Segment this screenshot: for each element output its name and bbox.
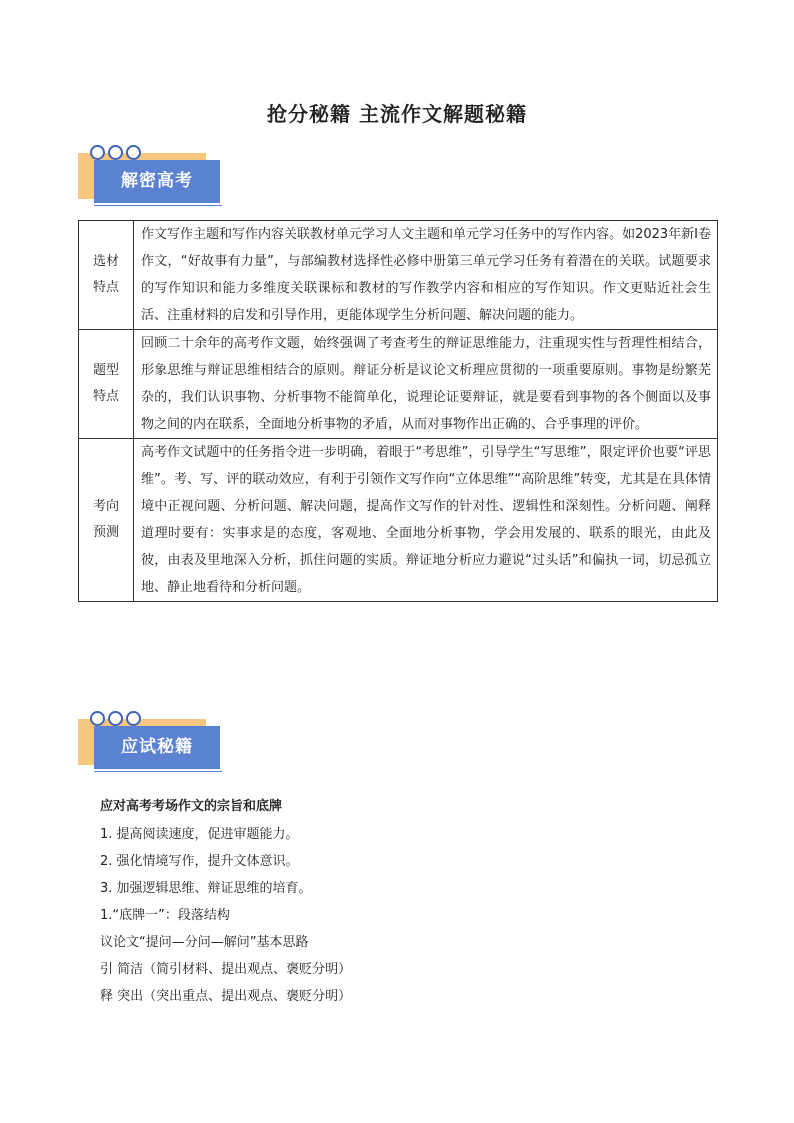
list-item: 引 简洁（简引材料、提出观点、褒贬分明） [100, 962, 352, 977]
binder-rings-icon [90, 145, 141, 159]
row-header: 选材 特点 [79, 221, 134, 330]
exam-analysis-table [78, 220, 718, 602]
binder-rings-icon [90, 711, 141, 725]
table-row [79, 221, 718, 330]
badge-underline [94, 205, 222, 206]
list-item: 1.“底牌一”：段落结构 [100, 908, 230, 923]
list-item: 3. 加强逻辑思维、辩证思维的培育。 [100, 881, 312, 896]
badge-underline [94, 771, 222, 772]
table-row [79, 330, 718, 439]
list-item: 释 突出（突出重点、提出观点、褒贬分明） [100, 989, 352, 1004]
list-item: 1. 提高阅读速度，促进审题能力。 [100, 827, 299, 842]
badge-label: 应试秘籍 [94, 726, 220, 769]
list-item: 2. 强化情境写作，提升文体意识。 [100, 854, 299, 869]
row-content: 作文写作主题和写作内容关联教材单元学习人文主题和单元学习任务中的写作内容。如2023年新Ⅰ卷作文，“好故事有力量”，与部编教材选择性必修中册第三单元学习任务有着潜在的关联。试题要求的写作知识和能力多维度关联课标和教材的写作教学内容和相应的写作知识。作文更贴近社会生活、注重材料的启发和引导作用，更能体现学生分析问题、解决问题的能力。 [134, 221, 718, 330]
section-badge-strategy [78, 711, 228, 777]
badge-label: 解密高考 [94, 160, 220, 203]
list-item: 议论文“提问—分问—解问”基本思路 [100, 935, 309, 950]
row-header: 考向 预测 [79, 439, 134, 602]
row-content: 回顾二十余年的高考作文题，始终强调了考查考生的辩证思维能力，注重现实性与哲理性相结合，形象思维与辩证思维相结合的原则。辩证分析是议论文析理应贯彻的一项重要原则。事物是纷繁芜杂的，我们认识事物、分析事物不能简单化，说理论证要辩证，就是要看到事物的各个侧面以及事物之间的内在联系，全面地分析事物的矛盾，从而对事物作出正确的、合乎事理的评价。 [134, 330, 718, 439]
row-header: 题型 特点 [79, 330, 134, 439]
page-title: 抢分秘籍 主流作文解题秘籍 [267, 102, 527, 126]
table-row [79, 439, 718, 602]
row-content: 高考作文试题中的任务指令进一步明确，着眼于“考思维”，引导学生“写思维”，限定评价也要“评思维”。考、写、评的联动效应，有利于引领作文写作向“立体思维”“高阶思维”转变，尤其是在具体情境中正视问题、分析问题、解决问题，提高作文写作的针对性、逻辑性和深刻性。分析问题、阐释道理时要有：实事求是的态度，客观地、全面地分析事物，学会用发展的、联系的眼光，由此及彼，由表及里地深入分析，抓住问题的实质。辩证地分析应力避说“过头话”和偏执一词，切忌孤立地、静止地看待和分析问题。 [134, 439, 718, 602]
section-subtitle: 应对高考考场作文的宗旨和底牌 [100, 799, 283, 814]
section-badge-decode [78, 145, 228, 211]
